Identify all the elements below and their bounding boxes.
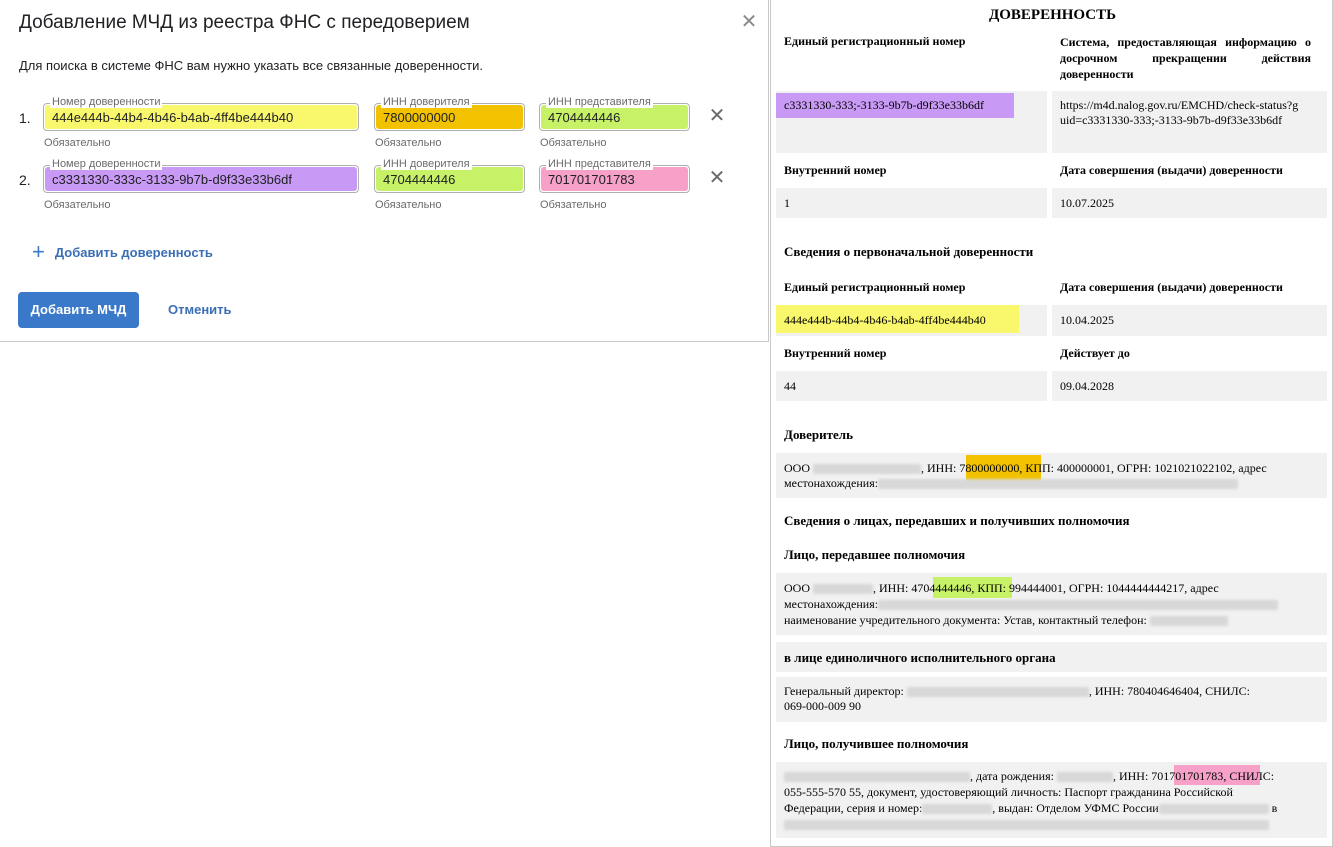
recipient-trailing: в bbox=[1271, 801, 1278, 815]
orig-issue-date-label: Дата совершения (выдачи) доверенности bbox=[1060, 280, 1283, 294]
system-label: Система, предоставляющая информацию о досрочном прекращении действия доверенности bbox=[1060, 35, 1311, 81]
reg-number-value: c3331330-333;-3133-9b7b-d9f33e33b6df bbox=[784, 98, 984, 112]
transferor-inn-label: , ИНН: bbox=[873, 581, 909, 595]
recipient-line-2: 055-555-570 55, документ, удостоверяющий личность: Паспорт гражданина Российской bbox=[784, 785, 1233, 799]
required-hint: Обязательно bbox=[540, 137, 607, 149]
recipient-inn-label: , ИНН bbox=[1112, 769, 1145, 783]
poa-number-value[interactable]: c3331330-333c-3133-9b7b-d9f33e33b6df bbox=[52, 172, 292, 187]
redacted-text bbox=[784, 772, 970, 782]
orig-valid-until-label: Действует до bbox=[1060, 346, 1130, 360]
recipient-line-3 bbox=[784, 801, 1319, 816]
transferor-address-label: местонахождения: bbox=[784, 597, 879, 611]
orig-issue-date-value: 10.04.2025 bbox=[1060, 313, 1114, 327]
poa-number-field[interactable] bbox=[43, 96, 359, 131]
principal-line-2 bbox=[784, 476, 1238, 491]
internal-number-value: 1 bbox=[784, 196, 790, 210]
dialog-title: Добавление МЧД из реестра ФНС с передоверием bbox=[19, 12, 470, 33]
executive-heading: в лице единоличного исполнительного органа bbox=[784, 650, 1056, 665]
principal-inn-label: , ИНН: bbox=[921, 461, 957, 475]
transferor-doc-info: наименование учредительного документа: Устав, контактный телефон: bbox=[784, 613, 1147, 627]
principal-inn-field[interactable] bbox=[374, 96, 525, 131]
redacted-text bbox=[813, 464, 921, 474]
representative-inn-field[interactable] bbox=[539, 158, 690, 193]
representative-inn-value[interactable]: 4704444446 bbox=[548, 110, 621, 125]
required-hint: Обязательно bbox=[44, 199, 111, 211]
transferor-heading: Лицо, передавшее полномочия bbox=[784, 547, 966, 562]
system-value: https://m4d.nalog.gov.ru/EMCHD/check-status?guid=c3331330-333;-3133-9b7b-d9f33e33b6df bbox=[1060, 98, 1299, 127]
cancel-button[interactable]: Отменить bbox=[168, 302, 232, 317]
plus-icon: + bbox=[32, 239, 45, 264]
orig-reg-number-label: Единый регистрационный номер bbox=[784, 280, 966, 294]
principal-line-1 bbox=[784, 461, 1319, 476]
reg-number-label: Единый регистрационный номер bbox=[784, 34, 966, 48]
orig-valid-until-value: 09.04.2028 bbox=[1060, 379, 1114, 393]
issue-date-value: 10.07.2025 bbox=[1060, 196, 1114, 210]
recipient-line-4 bbox=[784, 817, 1269, 832]
recipient-passport-label: Федерации, серия и номер: bbox=[784, 801, 923, 815]
principal-inn-label: ИНН доверителя bbox=[383, 96, 470, 108]
poa-number-value[interactable]: 444e444b-44b4-4b46-b4ab-4ff4be444b40 bbox=[52, 110, 294, 125]
submit-button[interactable]: Добавить МЧД bbox=[18, 292, 139, 328]
issue-date-label: Дата совершения (выдачи) доверенности bbox=[1060, 163, 1283, 177]
principal-org-form: ООО bbox=[784, 461, 810, 475]
principal-inn-value: 7800000000, bbox=[959, 461, 1023, 475]
director-label: Генеральный директор: bbox=[784, 684, 904, 698]
poa-number-field[interactable] bbox=[43, 158, 359, 193]
director-line-1 bbox=[784, 684, 1319, 699]
principal-details: КПП: 400000001, ОГРН: 1021021022102, адрес bbox=[1025, 461, 1267, 475]
add-poa-dialog bbox=[0, 0, 769, 342]
persons-heading: Сведения о лицах, передавших и получивших полномочия bbox=[784, 513, 1130, 528]
principal-inn-value[interactable]: 7800000000 bbox=[383, 110, 456, 125]
dialog-description: Для поиска в системе ФНС вам нужно указать все связанные доверенности. bbox=[19, 58, 483, 73]
orig-internal-cell bbox=[776, 371, 1047, 401]
remove-row-icon[interactable]: ✕ bbox=[708, 167, 726, 189]
principal-heading: Доверитель bbox=[784, 427, 853, 442]
recipient-inn-value: : 701701701783 bbox=[1144, 769, 1224, 783]
principal-inn-field[interactable] bbox=[374, 158, 525, 193]
close-icon[interactable]: ✕ bbox=[740, 11, 758, 33]
redacted-text bbox=[1057, 772, 1113, 782]
recipient-birth-label: , дата рождения: bbox=[970, 769, 1054, 783]
recipient-snils-label: , СНИЛС: bbox=[1223, 769, 1275, 783]
representative-inn-value[interactable]: 701701701783 bbox=[548, 172, 635, 187]
orig-internal-label: Внутренний номер bbox=[784, 346, 887, 360]
representative-inn-label: ИНН представителя bbox=[548, 158, 651, 170]
internal-number-label: Внутренний номер bbox=[784, 163, 887, 177]
remove-row-icon[interactable]: ✕ bbox=[708, 105, 726, 127]
redacted-text bbox=[813, 584, 873, 594]
transferor-inn-value: 4704444446, bbox=[911, 581, 975, 595]
director-snils: 069-000-009 90 bbox=[784, 699, 861, 713]
principal-inn-value[interactable]: 4704444446 bbox=[383, 172, 456, 187]
transferor-details: КПП: 994444001, ОГРН: 1044444444217, адрес bbox=[977, 581, 1219, 595]
redacted-text bbox=[1159, 804, 1269, 814]
poa-number-label: Номер доверенности bbox=[52, 96, 161, 108]
required-hint: Обязательно bbox=[375, 137, 442, 149]
row-number: 2. bbox=[19, 172, 31, 188]
recipient-heading: Лицо, получившее полномочия bbox=[784, 736, 969, 751]
transferor-line-2 bbox=[784, 597, 1278, 612]
orig-internal-value: 44 bbox=[784, 379, 796, 393]
transferor-line-1 bbox=[784, 581, 1319, 596]
required-hint: Обязательно bbox=[44, 137, 111, 149]
redacted-text bbox=[1150, 616, 1228, 626]
principal-inn-label: ИНН доверителя bbox=[383, 158, 470, 170]
transferor-org-form: ООО bbox=[784, 581, 810, 595]
required-hint: Обязательно bbox=[375, 199, 442, 211]
representative-inn-label: ИНН представителя bbox=[548, 96, 651, 108]
poa-document bbox=[770, 0, 1333, 847]
orig-reg-number-value: 444e444b-44b4-4b46-b4ab-4ff4be444b40 bbox=[784, 313, 986, 327]
required-hint: Обязательно bbox=[540, 199, 607, 211]
original-poa-heading: Сведения о первоначальной доверенности bbox=[784, 244, 1034, 259]
recipient-issued-label: , выдан: Отделом УФМС России bbox=[992, 801, 1159, 815]
transferor-line-3 bbox=[784, 613, 1228, 628]
redacted-text bbox=[922, 804, 992, 814]
representative-inn-field[interactable] bbox=[539, 96, 690, 131]
redacted-text bbox=[784, 820, 1269, 830]
principal-address-label: местонахождения: bbox=[784, 476, 879, 490]
recipient-line-1 bbox=[784, 769, 1319, 784]
add-poa-label: Добавить доверенность bbox=[54, 244, 213, 260]
internal-number-cell bbox=[776, 188, 1047, 218]
redacted-text bbox=[878, 600, 1278, 610]
document-title: ДОВЕРЕННОСТЬ bbox=[988, 7, 1117, 23]
redacted-text bbox=[878, 479, 1238, 489]
poa-number-label: Номер доверенности bbox=[52, 158, 161, 170]
director-details: , ИНН: 780404646404, СНИЛС: bbox=[1088, 684, 1250, 698]
add-poa-link[interactable] bbox=[32, 239, 213, 264]
row-number: 1. bbox=[19, 110, 31, 126]
redacted-text bbox=[907, 687, 1089, 697]
